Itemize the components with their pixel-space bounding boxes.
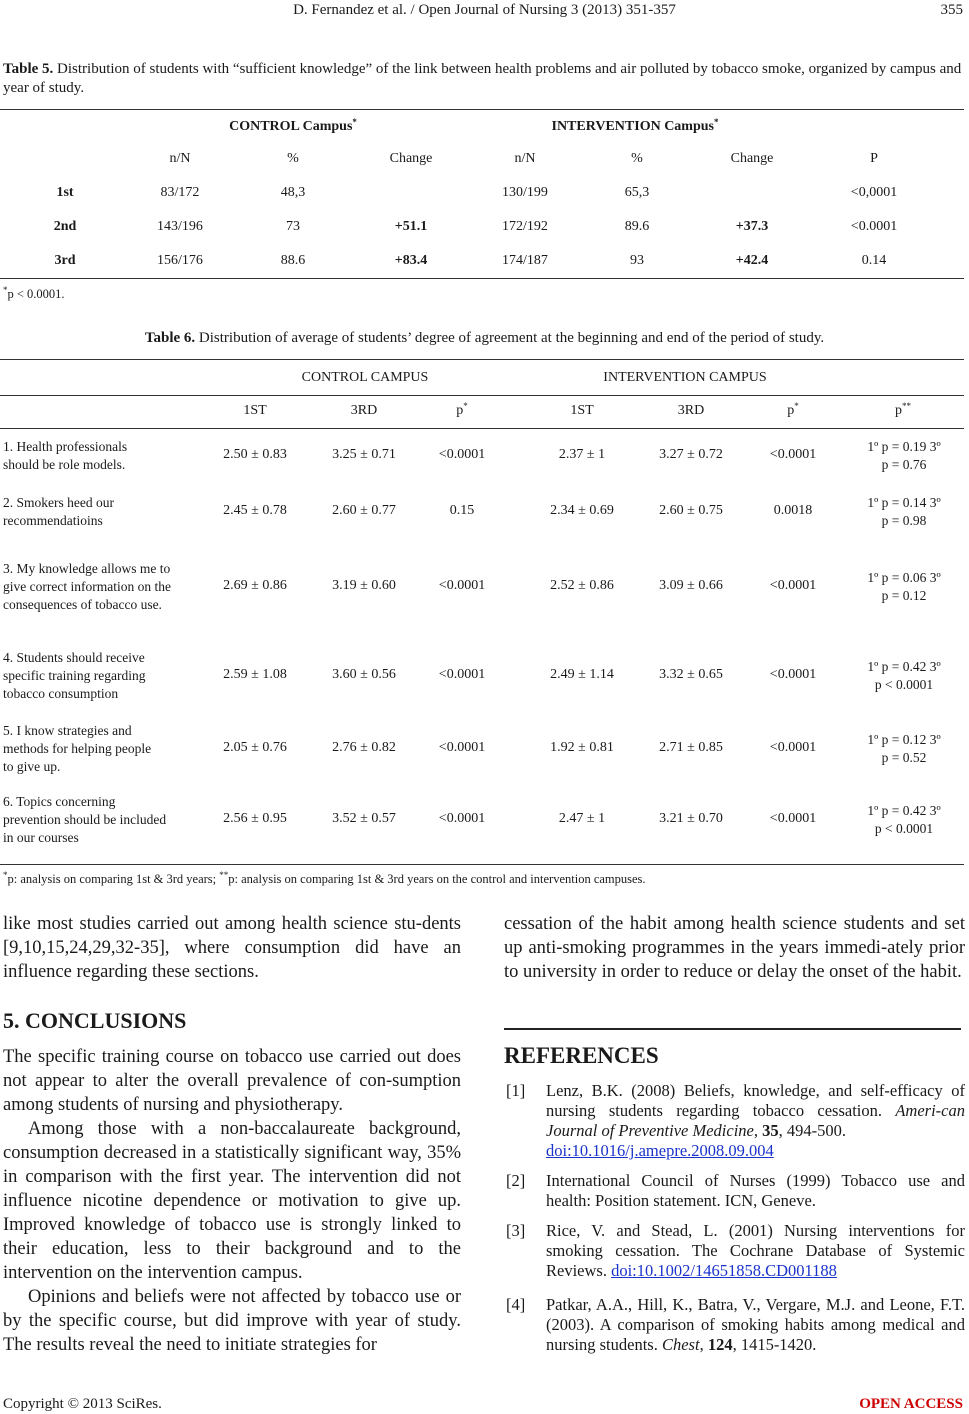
table6-cell: <0.0001 [769,811,817,826]
page-number: 355 [940,2,963,18]
table5-group-intervention: INTERVENTION Campus* [551,117,719,134]
running-title: D. Fernandez et al. / Open Journal of Nursing 3 (2013) 351-357 [293,2,676,18]
table5-caption-text: Distribution of students with “sufficient knowledge” of the link between health problems and air polluted by tobacco smoke, organized by campus and year of study. [3,61,962,96]
table6-cell: <0.0001 [438,578,486,593]
table6-header-rule [0,395,964,396]
conclusions-paragraph-1: The specific training course on tobacco use carried out does not appear to alter the overall prevalence of con-sumption among students of nursing and physiotherapy. [3,1047,461,1115]
table6-cell: 2.76 ± 0.82 [332,740,396,755]
table6-header-cell [522,403,642,419]
table6-cell: 2.34 ± 0.69 [550,503,614,518]
table6-row-label: 6. Topics concerning prevention should be included in our courses [3,794,167,845]
references-divider [504,1028,961,1030]
table5-cell: <0.0001 [850,219,898,234]
table6-cell: 2.49 ± 1.14 [550,667,614,682]
conclusions-paragraph-3: Opinions and beliefs were not affected by tobacco use or by the specific course, but did improve with year of study. The results reveal the need to initiate strategies for [3,1287,461,1355]
table5-header-cell: % [287,151,299,166]
table5-row-year: 1st [56,185,74,200]
table6-cell: <0.0001 [769,667,817,682]
table5-cell: 48,3 [280,185,306,200]
table6-pp-cell: 1º p = 0.14 3º p = 0.98 [867,495,941,528]
table5-cell: 65,3 [624,185,650,200]
table5-cell: +51.1 [394,219,428,234]
reference-number: [1] [506,1081,526,1100]
table6-group-control: CONTROL CAMPUS [301,370,429,385]
table5-footnote: *p < 0.0001. [3,285,65,301]
table6-header-cell: p* [787,401,799,418]
right-paragraph-continued: cessation of the habit among health science students and set up anti-smoking programmes in the years immedi-ately prior to university in order to reduce or delay the onset of the habit. [504,914,965,982]
reference-4: [4] Patkar, A.A., Hill, K., Batra, V., Vergare, M.J. and Leone, F.T. (2003). A comparison of smoking habits among medical and nursing students. Chest, 124, 1415-1420. [506,1295,965,1354]
table6-header-cell [195,403,315,419]
table6-pp-cell: 1º p = 0.06 3º p = 0.12 [867,570,941,603]
table5-cell: +42.4 [735,253,769,268]
table6-cell: 3.19 ± 0.60 [332,578,396,593]
table5-cell: 156/176 [157,253,203,268]
table6-cell: <0.0001 [438,740,486,755]
table5-top-rule [0,109,964,110]
table6-header-label: 1ST [243,403,267,418]
table6-header-label: 3RD [677,403,705,418]
table5-cell: <0,0001 [850,185,898,200]
table6-cell: 2.05 ± 0.76 [223,740,287,755]
table6-pp-cell: 1º p = 0.42 3º p < 0.0001 [867,659,941,692]
table5-header-cell: Change [389,151,433,166]
table6-cell: 2.60 ± 0.77 [332,503,396,518]
table6-cell: 1.92 ± 0.81 [550,740,614,755]
table5-header-cell: P [870,151,878,166]
table6-cell: 2.47 ± 1 [558,811,606,826]
table5-cell: 73 [286,219,300,234]
table6-subheader-rule [0,428,964,429]
table5-caption-label: Table 5. [3,61,54,77]
table6-top-rule [0,359,964,360]
table5-caption [3,60,965,98]
table6-cell: 0.0018 [773,503,813,518]
table6-cell: 2.59 ± 1.08 [223,667,287,682]
table6-cell: 2.60 ± 0.75 [659,503,723,518]
reference-number: [2] [506,1171,526,1190]
table6-cell: 3.32 ± 0.65 [659,667,723,682]
table6-row-label: 3. My knowledge allows me to give correct information on the consequences of tobacco use. [3,561,171,612]
right-column-continued [504,912,965,984]
table5-cell: +37.3 [735,219,769,234]
table6-footnote: *p: analysis on comparing 1st & 3rd years; **p: analysis on comparing 1st & 3rd years on the control and intervention campuses. [3,870,646,886]
reference-1-doi-link[interactable]: doi:10.1016/j.amepre.2008.09.004 [546,1141,774,1160]
table6-cell: 2.56 ± 0.95 [223,811,287,826]
table6-header-label: p [895,403,902,418]
table6-cell: 2.52 ± 0.86 [550,578,614,593]
table6-row-label: 4. Students should receive specific training regarding tobacco consumption [3,650,146,701]
table6-header-label: 1ST [570,403,594,418]
copyright-notice: Copyright © 2013 SciRes. [3,1396,162,1412]
table6-cell: 3.25 ± 0.71 [332,447,396,462]
table5-cell: 88.6 [280,253,306,268]
table6-header-cell: p** [895,401,911,418]
table6-row-label: 5. I know strategies and methods for helping people to give up. [3,723,152,774]
table6-caption-text: Distribution of average of students’ degree of agreement at the beginning and end of the period of study. [195,330,825,346]
open-access-label: OPEN ACCESS [859,1396,963,1412]
table6-cell: <0.0001 [769,740,817,755]
table5-row-year: 3rd [54,253,76,268]
running-header [0,2,969,19]
table5-cell: 130/199 [502,185,548,200]
reference-3: [3] Rice, V. and Stead, L. (2001) Nursing interventions for smoking cessation. The Cochrane Database of Systemic Reviews. doi:10.1002/14651858.CD001188 [506,1221,965,1280]
table5-bottom-rule [0,278,964,279]
table6-header-label: p [787,403,795,418]
table6-cell: 2.71 ± 0.85 [659,740,723,755]
table6-caption [0,329,969,348]
left-column-continued [3,912,461,984]
reference-number: [3] [506,1221,526,1240]
reference-number: [4] [506,1295,526,1314]
table6-header-label: 3RD [350,403,378,418]
table5-header-cell: n/N [514,151,536,166]
references-heading: REFERENCES [504,1043,659,1068]
reference-2: [2] International Council of Nurses (1999) Tobacco use and health: Position statement. ICN, Geneve. [506,1171,965,1210]
table6-cell: 2.37 ± 1 [558,447,606,462]
table5-group-control: CONTROL Campus* [229,117,357,134]
table6-cell: 2.45 ± 0.78 [223,503,287,518]
table6-pp-cell: 1º p = 0.42 3º p < 0.0001 [867,803,941,836]
table5-header-cell: n/N [169,151,191,166]
table6-pp-cell: 1º p = 0.12 3º p = 0.52 [867,732,941,765]
table6-caption-label: Table 6. [144,330,196,346]
table6-cell: <0.0001 [769,578,817,593]
reference-3-doi-link[interactable]: doi:10.1002/14651858.CD001188 [611,1261,837,1280]
table6-cell: 3.60 ± 0.56 [332,667,396,682]
table6-row-label: 1. Health professionals should be role models. [3,439,128,472]
table5-header-cell: Change [730,151,774,166]
reference-1: [1] Lenz, B.K. (2008) Beliefs, knowledge, and self-efficacy of nursing students regarding tobacco cessation. Ameri-can Journal of Preventive Medicine, 35, 494-500. doi:10.1016/j.amepre.2008.09.004 [506,1081,965,1160]
table5-cell: 174/187 [502,253,548,268]
conclusions-paragraph-2: Among those with a non-baccalaureate background, consumption decreased in a statistically significant way, 35% in comparison with the first year. The intervention did not influence nicotine dependence or motivation to give up. Improved knowledge of tobacco use is strongly linked to their education, less to their background and to the intervention on the intervention campus. [3,1119,461,1283]
table6-row-label: 2. Smokers heed our recommendatioins [3,495,114,528]
table6-cell: 2.69 ± 0.86 [223,578,287,593]
table6-cell: 2.50 ± 0.83 [223,447,287,462]
table6-bottom-rule [0,864,964,865]
table5-cell: +83.4 [394,253,428,268]
left-paragraph-continued: like most studies carried out among health science stu-dents [9,10,15,24,29,32-35], where consumption did have an influence regarding these sections. [3,914,461,982]
table5-cell: 172/192 [502,219,548,234]
table6-cell: 3.52 ± 0.57 [332,811,396,826]
table5-cell: 143/196 [157,219,203,234]
conclusions-body [3,1045,461,1357]
table6-header-cell: p* [456,401,468,418]
table5-cell: 89.6 [624,219,650,234]
table6-cell: <0.0001 [438,447,486,462]
table6-header-label: p [456,403,464,418]
table6-cell: 3.09 ± 0.66 [659,578,723,593]
table6-group-intervention: INTERVENTION CAMPUS [603,370,767,385]
table5-cell: 93 [630,253,644,268]
table6-cell: <0.0001 [438,811,486,826]
table6-pp-cell: 1º p = 0.19 3º p = 0.76 [867,439,941,472]
table6-cell: 3.27 ± 0.72 [659,447,723,462]
table5-cell: 0.14 [861,253,887,268]
table6-cell: 3.21 ± 0.70 [659,811,723,826]
table6-cell: <0.0001 [769,447,817,462]
conclusions-heading: 5. CONCLUSIONS [3,1008,187,1033]
table5-cell: 83/172 [160,185,200,200]
table5-row-year: 2nd [53,219,77,234]
table6-cell: <0.0001 [438,667,486,682]
table6-cell: 0.15 [449,503,475,518]
table5-header-cell: % [631,151,643,166]
